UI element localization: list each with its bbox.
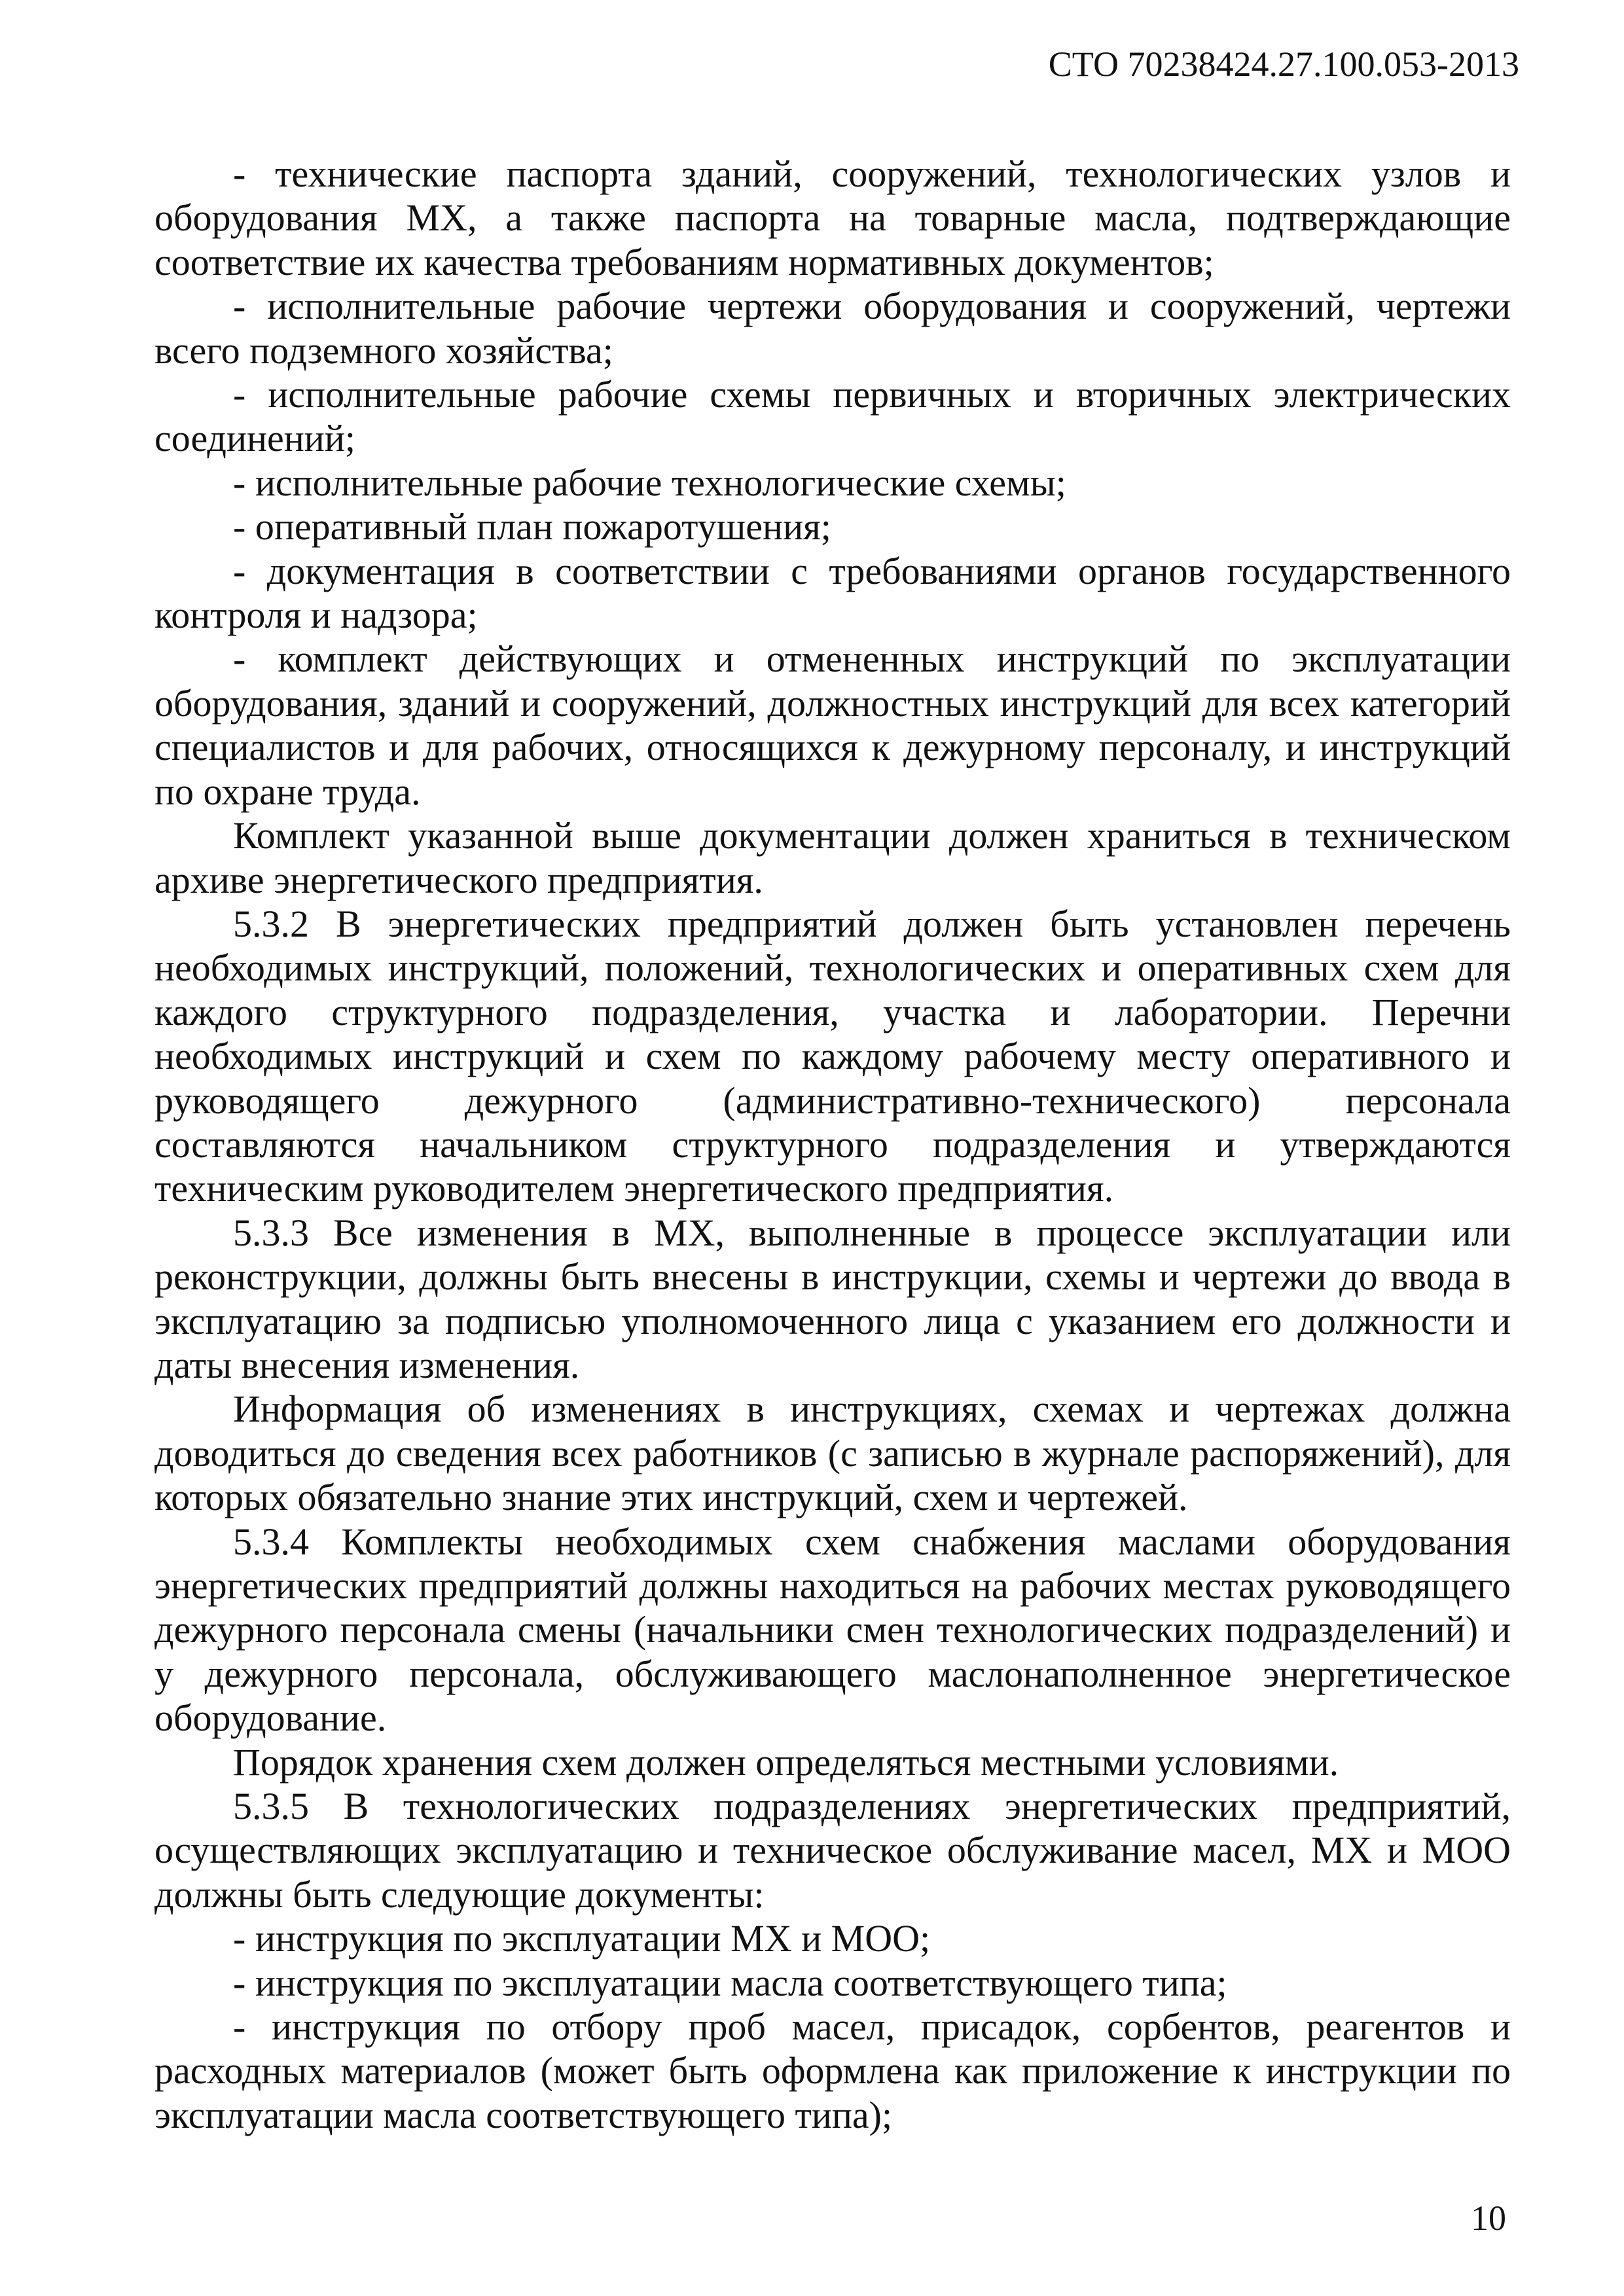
paragraph-state-control-docs: - документация в соответствии с требованиями органов государственного контроля и надзора; — [154, 549, 1511, 637]
page-number: 10 — [1471, 2198, 1506, 2238]
paragraph-tech-passports: - технические паспорта зданий, сооружений, технологических узлов и оборудования МХ, а также паспорта на товарные масла, подтверждающие соответствие их качества требованиям нормативных документов; — [154, 152, 1511, 283]
paragraph-mx-moo-instruction: - инструкция по эксплуатации МХ и МОО; — [233, 1917, 931, 1960]
paragraph-instructions-set: - комплект действующих и отмененных инструкций по эксплуатации оборудования, зданий и сооружений, должностных инструкций для всех категорий специалистов и для рабочих, относящихся к дежурному персоналу, и инструкций по охране труда. — [154, 637, 1511, 813]
paragraph-change-notification: Информация об изменениях в инструкциях, схемах и чертежах должна доводиться до сведения всех работников (с записью в журнале распоряжений), для которых обязательно знание этих инструкций, схем и чертежей. — [154, 1388, 1511, 1519]
paragraph-section-5-3-4: 5.3.4 Комплекты необходимых схем снабжения маслами оборудования энергетических предприятий должны находиться на рабочих местах руководящего дежурного персонала смены (начальники смен технологических подразделений) и у дежурного персонала, обслуживающего маслонаполненное энергетическое оборудование. — [154, 1520, 1511, 1740]
paragraph-section-5-3-2: 5.3.2 В энергетических предприятий должен быть установлен перечень необходимых инструкций, положений, технологических и оперативных схем для каждого структурного подразделения, участка и лаборатории. Перечни необходимых инструкций и схем по каждому рабочему месту оперативного и руководящего дежурного (административно-технического) персонала составляются начальником структурного подразделения и утверждаются техническим руководителем энергетического предприятия. — [154, 902, 1511, 1210]
paragraph-sampling-instruction: - инструкция по отбору проб масел, присадок, сорбентов, реагентов и расходных материалов (может быть оформлена как приложение к инструкции по эксплуатации масла соответствующего типа); — [154, 2005, 1511, 2136]
paragraph-fire-plan: - оперативный план пожаротушения; — [233, 505, 831, 548]
document-code: СТО 70238424.27.100.053-2013 — [1048, 45, 1519, 84]
paragraph-section-5-3-3: 5.3.3 Все изменения в МХ, выполненные в процессе эксплуатации или реконструкции, должны быть внесены в инструкции, схемы и чертежи до ввода в эксплуатацию за подписью уполномоченного лица с указанием его должности и даты внесения изменения. — [154, 1211, 1511, 1386]
paragraph-working-drawings: - исполнительные рабочие чертежи оборудования и сооружений, чертежи всего подземного хозяйства; — [154, 285, 1511, 372]
document-body — [154, 152, 1511, 2137]
paragraph-scheme-storage: Порядок хранения схем должен определяться местными условиями. — [233, 1740, 1339, 1784]
paragraph-archive-storage: Комплект указанной выше документации должен храниться в техническом архиве энергетического предприятия. — [154, 814, 1511, 901]
paragraph-oil-type-instruction: - инструкция по эксплуатации масла соответствующего типа; — [233, 1961, 1227, 2004]
paragraph-section-5-3-5: 5.3.5 В технологических подразделениях энергетических предприятий, осуществляющих эксплуатацию и техническое обслуживание масел, МХ и МОО должны быть следующие документы: — [154, 1785, 1511, 1916]
paragraph-technological-schemes: - исполнительные рабочие технологические схемы; — [233, 461, 1066, 504]
paragraph-electrical-schemes: - исполнительные рабочие схемы первичных и вторичных электрических соединений; — [154, 373, 1511, 460]
